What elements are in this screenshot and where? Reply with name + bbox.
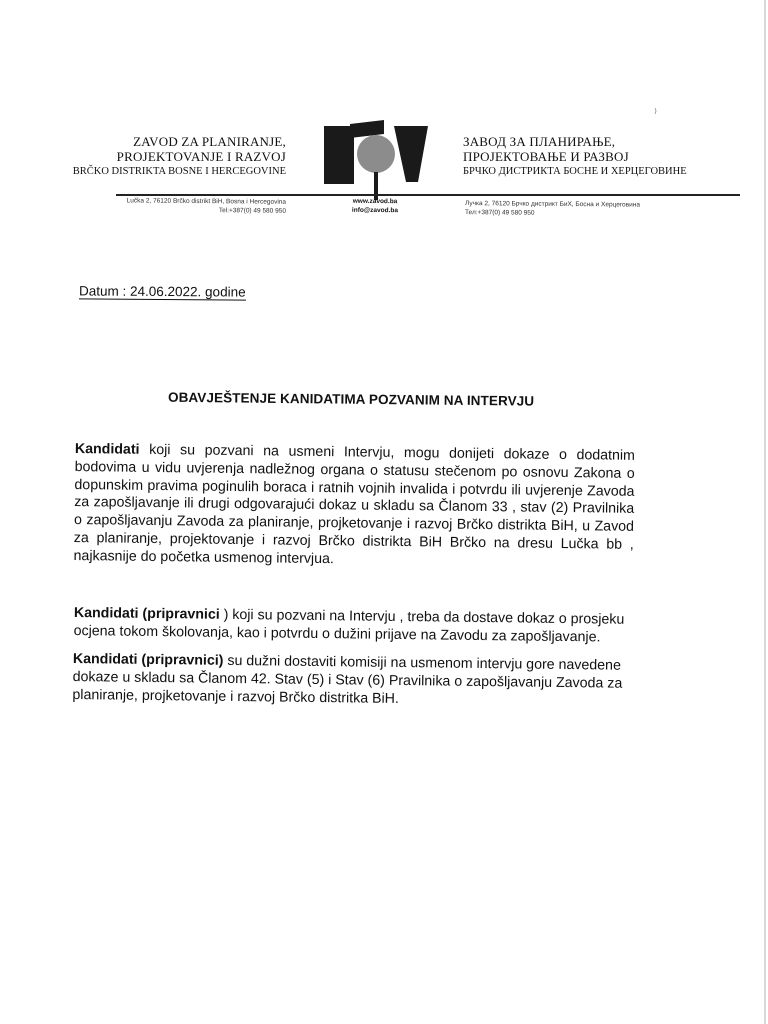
header-cyrillic	[463, 134, 723, 179]
contact-latin	[120, 196, 286, 215]
paragraph-1	[73, 441, 634, 572]
paragraph-3-lead: Kandidati (pripravnici)	[72, 651, 224, 669]
contact-cyrillic-phone: Тел:+387(0) 49 580 950	[464, 209, 535, 217]
header-latin-line1: ZAVOD ZA PLANIRANJE,	[133, 134, 286, 149]
header-cyrillic-line1: ЗАВОД ЗА ПЛАНИРАЊЕ,	[463, 134, 616, 149]
page-edge	[764, 0, 766, 1024]
header-latin	[60, 134, 286, 179]
date-label: Datum : 24.06.2022. godine	[78, 283, 246, 300]
website-link: www.zavod.ba	[352, 197, 398, 206]
institute-logo	[322, 120, 430, 202]
header-cyrillic-line3: БРЧКО ДИСТРИКТА БОСНЕ И ХЕРЦЕГОВИНЕ	[463, 166, 687, 177]
email-link: info@zavod.ba	[351, 206, 399, 215]
paragraph-3	[72, 651, 633, 711]
document-title: OBAVJEŠTENJE KANIDATIMA POZVANIM NA INTERVJU	[167, 389, 535, 409]
paragraph-2-text: ) koji su pozvani na Intervju , treba da dostave dokaz o prosjeku ocjena tokom školovanja, kao i potvrdu o dužini prijave na Zavodu za zapošljavanje.	[73, 606, 625, 646]
header-cyrillic-line2: ПРОЈЕКТОВАЊЕ И РАЗВОЈ	[463, 149, 629, 164]
paragraph-3-text: su dužni dostaviti komisiji na usmenom intervju gore navedene dokaze u skladu sa Članom 42. Stav (5) i Stav (6) Pravilnika o zapošljavanju Zavoda za planiranje, projketovanje i razvoj Brčko distritka BiH.	[72, 652, 623, 707]
header-latin-line3: BRČKO DISTRIKTA BOSNE I HERCEGOVINE	[72, 166, 286, 177]
header-divider	[116, 194, 740, 196]
contact-latin-address: Lučka 2, 76120 Brčko distrikt BiH, Bosna i Hercegovina	[126, 197, 287, 206]
contact-cyrillic	[465, 199, 685, 219]
paragraph-1-lead: Kandidati	[74, 441, 140, 458]
document-date	[79, 283, 246, 299]
paragraph-1-text: koji su pozvani na usmeni Intervju, mogu donijeti dokaze o dodatnim bodovima u vidu uvjerenja nadležnog organa o statusu stečenom po osnovu Zakona o dopunskim pravima poginulih boraca i ratnih vojnih invalida i potvrdu ili uvjerenje Zavoda za zapošljavanje ili drugi odgovarajući dokaz u skladu sa Članom 33 , stav (2) Pravilnika o zapošljavanju Zavoda za planiranje, projketovanje i razvoj Brčko distrikta BiH, u Zavod za planiranje, projektovanje i razvoj Brčko distrikta BiH Brčko na dresu Lučka bb , najkasnije do početka usmenog intervjua.	[73, 441, 635, 567]
header-latin-line2: PROJEKTOVANJE I RAZVOJ	[116, 149, 286, 164]
contact-cyrillic-address: Лучка 2, 76120 Брчко дистрикт БиХ, Босна и Херцеговина	[465, 200, 641, 209]
paragraph-2-lead: Kandidati (pripravnici	[73, 605, 220, 623]
paragraph-2	[74, 605, 634, 647]
scan-mark: ⁾	[654, 106, 657, 120]
contact-web	[340, 197, 410, 216]
contact-latin-phone: Tel:+387(0) 49 580 950	[218, 207, 286, 215]
